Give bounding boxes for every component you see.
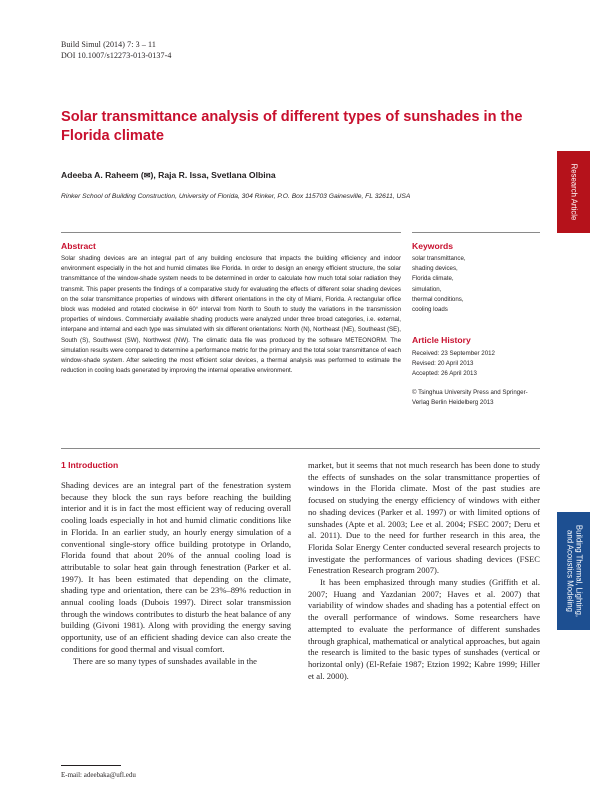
keyword: thermal conditions,	[412, 295, 464, 303]
journal-citation: Build Simul (2014) 7: 3 – 11	[61, 40, 156, 49]
keyword: Florida climate,	[412, 275, 454, 283]
journal-header	[61, 39, 171, 61]
abstract-text: Solar shading devices are an integral part of any building enclosure that impacts the building efficiency and indoor environment especially in the hot and humid climates like Florida. In order to design an energy efficient structure, the solar transmittance of the window-shade system needs to be determined in order to calculate how much total solar radiation they transmit. This paper presents the findings of a comparative study for evaluating the effects of different solar shading devices on the solar transmittance properties of windows with different orientations in the city of Miami, Florida. A rectangular office block was modeled and rotated clockwise in 60° interval from North to South to study the variations in the transmission properties of windows. Commercially available shading products were analyzed under three broad categories, i.e. external, interpane and internal and each type was simulated with six different orientations: North (N), Northeast (NE), Southeast (SE), South (S), Southwest (SW), Northwest (NW). The climatic data file was produced by the software METEONORM. The simulation results were compared to determine a performance metric for the primary and the total solar transmittance of each window-shade system. After selecting the most efficient solar devices, a thermal analysis was performed to estimate the reduction in cooling loads generated by improving the internal operative environment.	[61, 255, 401, 375]
paragraph: market, but it seems that not much research has been done to study the effects of sunshades on the solar transmittance properties of windows in the Florida climate. Most of the past studies are focused on studying the energy efficiency of windows with either no shading devices (Parker et al. 1997) or with limited options of sunshades (Apte et al. 2003; Lee et al. 2004; FSEC 2007; Deru et al. 2011). Due to the need for further research in this area, the Florida Solar Energy Center conducted several research projects to investigate the performances of various shading devices (FSEC Fenestration Research program 2007).	[308, 460, 540, 576]
footnote-divider	[61, 765, 121, 766]
category-label	[564, 525, 583, 617]
paragraph: There are so many types of sunshades available in the	[73, 655, 257, 666]
footnote-email[interactable]: E-mail: adeebaka@ufl.edu	[61, 771, 136, 779]
research-article-label: Research Article	[569, 163, 578, 221]
introduction-heading: 1 Introduction	[61, 460, 119, 470]
keyword: simulation,	[412, 285, 442, 293]
revised-date: Revised: 20 April 2013	[412, 360, 474, 368]
divider	[61, 232, 401, 233]
keyword: shading devices,	[412, 265, 458, 273]
article-title: Solar transmittance analysis of different types of sunshades in the Florida climate	[61, 109, 523, 144]
research-article-tab	[557, 151, 590, 233]
affiliation: Rinker School of Building Construction, University of Florida, 304 Rinker, P.O. Box 115703 Gainesville, FL 32611, USA	[61, 193, 411, 200]
accepted-date: Accepted: 26 April 2013	[412, 370, 477, 378]
received-date: Received: 23 September 2012	[412, 350, 495, 357]
author-rest: ), Raja R. Issa, Svetlana Olbina	[150, 170, 276, 180]
category-line: Building Thermal, Lighting,	[573, 524, 583, 618]
abstract-heading: Abstract	[61, 241, 96, 251]
category-line: and Acoustics Modeling	[564, 530, 574, 612]
paragraph: Shading devices are an integral part of the fenestration system because they block the sun rays before reaching the building interior and it is in fact the most efficient way of reducing overall cooling loads especially in hot and humid climatic conditions like in Florida. In an earlier study, an hourly energy simulation of a conventional single-story office building prototype in Orlando, Florida found that about 20% of the annual cooling load is attributable to solar heat gain through fenestration (Parker et al. 1997). It has been estimated that depending on the climate, shading type and orientation, there can be 23%–89% reduction in annual cooling loads (Dubois 1997). Direct solar transmission through the windows contributes to disturb the heat balance of any building (Givoni 1981). Along with providing the energy saving opportunity, use of an efficient shading device can also create the conditions for good thermal and visual comfort.	[61, 480, 291, 654]
keyword: solar transmittance,	[412, 255, 466, 262]
keyword: cooling loads	[412, 306, 448, 314]
doi: DOI 10.1007/s12273-013-0137-4	[61, 51, 172, 60]
keywords-list	[412, 254, 466, 315]
paragraph: It has been emphasized through many studies (Griffith et al. 2007; Huang and Yazdanian 2007; Haves et al. 2007) that variability of window shades and shading has a potential effect on the overall performance of windows. Some researchers have attempted to evaluate the performance of different sunshades through graphical, mathematical or analytical approaches, but again the research is limited to the basic types of sunshades (vertical or horizontal only) (El-Refaie 1987; Etzion 1992; Kabre 1999; Hiller et al. 2000).	[308, 577, 540, 681]
body-column-left	[61, 480, 291, 667]
divider	[61, 448, 540, 449]
author-list	[61, 170, 276, 180]
category-tab	[557, 512, 590, 630]
author-first: Adeeba A. Raheem (	[61, 170, 144, 180]
copyright-notice: © Tsinghua University Press and Springer-Verlag Berlin Heidelberg 2013	[412, 389, 528, 407]
article-history	[412, 349, 495, 380]
envelope-icon[interactable]: ✉	[143, 171, 151, 180]
article-history-heading: Article History	[412, 335, 471, 345]
divider	[412, 232, 540, 233]
keywords-heading: Keywords	[412, 241, 454, 251]
body-column-right	[308, 460, 540, 682]
